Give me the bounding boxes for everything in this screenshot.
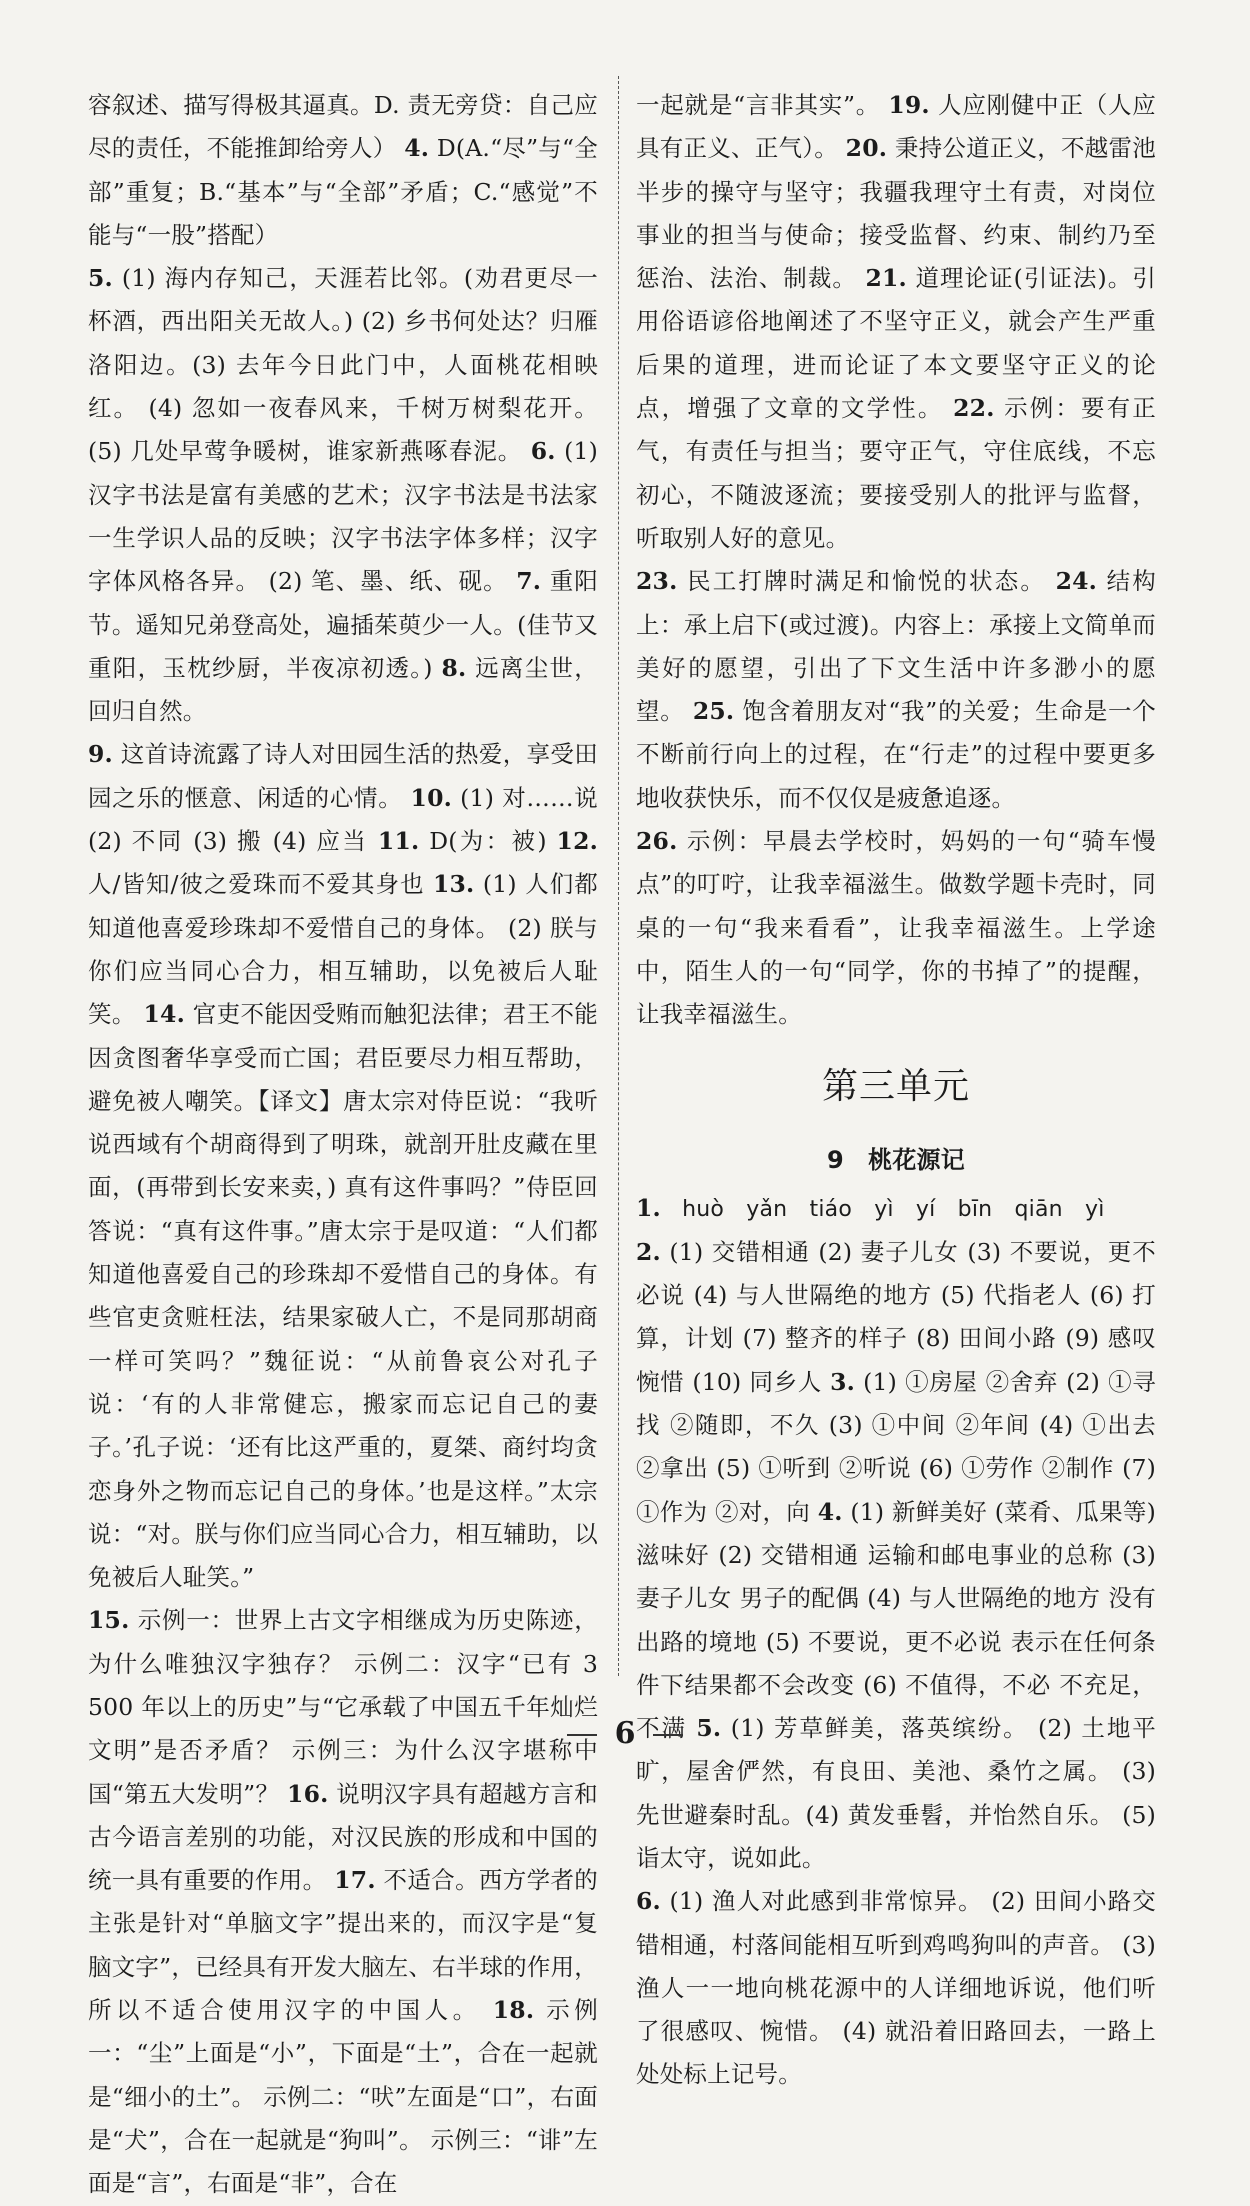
answer-number: 18. bbox=[492, 1996, 535, 2025]
answer-number: 23. bbox=[636, 567, 678, 596]
answer-number: 1. bbox=[636, 1193, 661, 1222]
answer-text: (1) 芳草鲜美，落英缤纷。 (2) 土地平旷，屋舍俨然，有良田、美池、桑竹之属。 (3) 先世避秦时乱。(4) 黄发垂髫，并怡然自乐。 (5) 诣太守，说如此。 bbox=[636, 1714, 1156, 1872]
answer-text: 一起就是“言非其实”。 bbox=[636, 91, 889, 119]
answer-number: 4. bbox=[817, 1497, 843, 1526]
answer-number: 25. bbox=[692, 697, 735, 726]
answer-text: (1) 汉字书法是富有美感的艺术；汉字书法是书法家一生学识人品的反映；汉字书法字体多样；汉字字体风格各异。 (2) 笔、墨、纸、砚。 bbox=[88, 437, 598, 596]
answer-number: 3. bbox=[830, 1367, 855, 1396]
answer-text: 道理论证(引证法)。引用俗语谚俗地阐述了不坚守正义，就会产生严重后果的道理，进而论证了本文要坚守正义的论点，增强了文章的文学性。 bbox=[636, 264, 1156, 423]
answer-number: 8. bbox=[441, 653, 467, 682]
answer-text: 官吏不能因受贿而触犯法律；君王不能因贪图奢华享受而亡国；君臣要尽力相互帮助，避免被人嘲笑。【译文】唐太宗对侍臣说：“我听说西域有个胡商得到了明珠，就剖开肚皮藏在里面，(再带到长安来卖，) 真有这件事吗？”侍臣回答说：“真有这件事。”唐太宗于是叹道：“人们都知道他喜爱自己的珍珠却不爱惜自己的身体。有些官吏贪赃枉法，结果家破人亡，不是同那胡商一样可笑吗？”魏征说：“从前鲁哀公对孔子说：‘有的人非常健忘，搬家而忘记自己的妻子。’孔子说：‘还有比这严重的，夏桀、商纣均贪恋身外之物而忘记自己的身体。’也是这样。”太宗说：“对。朕与你们应当同心合力，相互辅助，以免被后人耻笑。” bbox=[88, 1000, 598, 1592]
answer-block bbox=[88, 257, 598, 733]
answer-number: 17. bbox=[334, 1866, 376, 1895]
answer-number: 6. bbox=[636, 1887, 661, 1916]
answer-text: (1) ①房屋 ②舍弃 (2) ①寻找 ②随即，不久 (3) ①中间 ②年间 (4) ①出去 ②拿出 (5) ①听到 ②听说 (6) ①劳作 ②制作 (7) ①作为 ②对，向 bbox=[636, 1367, 1156, 1526]
pinyin-answer bbox=[636, 1187, 1156, 1231]
answer-text: (1) 交错相通 (2) 妻子儿女 (3) 不要说，更不必说 (4) 与人世隔绝的地方 (5) 代指老人 (6) 打算，计划 (7) 整齐的样子 (8) 田间小路 (9) 感叹惋惜 (10) 同乡人 bbox=[636, 1237, 1156, 1396]
answer-block bbox=[636, 1231, 1156, 1880]
answer-number: 19. bbox=[888, 91, 930, 119]
answer-text: 人/皆知/彼之爱珠而不爱其身也 bbox=[88, 870, 433, 899]
unit-title: 第三单元 bbox=[821, 1065, 970, 1107]
answer-text: 这首诗流露了诗人对田园生活的热爱，享受田园之乐的惬意、闲适的心情。 bbox=[88, 740, 598, 812]
answer-text: (1) 渔人对此感到非常惊异。 (2) 田间小路交错相通，村落间能相互听到鸡鸣狗叫的声音。 (3) 渔人一一地向桃花源中的人详细地诉说，他们听了很感叹、惋惜。 (4) 就沿着旧路回去，一路上处处标上记号。 bbox=[636, 1887, 1156, 2089]
answer-number: 5. bbox=[88, 264, 113, 293]
lesson-title: 9 桃花源记 bbox=[827, 1145, 965, 1174]
column-divider bbox=[618, 76, 620, 1676]
page-footer bbox=[0, 1716, 1250, 1751]
answer-number: 22. bbox=[953, 394, 995, 423]
answer-number: 16. bbox=[287, 1779, 329, 1808]
answer-text: 饱含着朋友对“我”的关爱；生命是一个不断前行向上的过程，在“行走”的过程中要更多地收获快乐，而不仅仅是疲惫追逐。 bbox=[636, 697, 1156, 812]
answer-number: 9. bbox=[88, 740, 113, 769]
answer-block bbox=[88, 733, 598, 1599]
answer-block bbox=[636, 84, 1156, 560]
answer-text: 示例：早晨去学校时，妈妈的一句“骑车慢点”的叮咛，让我幸福滋生。做数学题卡壳时，同桌的一句“我来看看”，让我幸福滋生。上学途中，陌生人的一句“同学，你的书掉了”的提醒，让我幸福滋生。 bbox=[636, 827, 1156, 1029]
answer-block bbox=[88, 84, 598, 257]
answer-text: 示例一：世界上古文字相继成为历史陈迹，为什么唯独汉字独存？ 示例二：汉字“已有 3 500 年以上的历史”与“它承载了中国五千年灿烂文明”是否矛盾？ 示例三：为什么汉字堪称中国“第五大发明”？ bbox=[88, 1606, 598, 1808]
answer-number: 6. bbox=[530, 437, 556, 466]
answer-text: 民工打牌时满足和愉悦的状态。 bbox=[677, 567, 1056, 596]
answer-text: (1) 对……说 (2) 不同 (3) 搬 (4) 应当 bbox=[88, 783, 598, 856]
answer-text: 示例：要有正气，有责任与担当；要守正气，守住底线，不忘初心，不随波逐流；要接受别人的批评与监督，听取别人好的意见。 bbox=[636, 394, 1156, 552]
answer-number: 10. bbox=[410, 783, 453, 812]
answer-block bbox=[636, 560, 1156, 820]
answer-number: 20. bbox=[845, 134, 888, 163]
answer-number: 26. bbox=[636, 827, 678, 856]
answer-block bbox=[636, 1880, 1156, 2096]
answer-text: (1) 人们都知道他喜爱珍珠却不爱惜自己的身体。 (2) 朕与你们应当同心合力，相互辅助，以免被后人耻笑。 bbox=[88, 870, 598, 1029]
answer-number: 14. bbox=[143, 1000, 185, 1029]
right-column bbox=[636, 84, 1156, 2097]
answer-text: (1) 海内存知己，天涯若比邻。(劝君更尽一杯酒，西出阳关无故人。) (2) 乡书何处达？归雁洛阳边。(3) 去年今日此门中，人面桃花相映红。 (4) 忽如一夜春风来，千树万树梨花开。 (5) 几处早莺争暖树，谁家新燕啄春泥。 bbox=[88, 264, 598, 466]
page-number: 6 bbox=[614, 1716, 636, 1751]
answer-number: 7. bbox=[516, 567, 542, 596]
answer-number: 2. bbox=[636, 1237, 661, 1266]
answer-text: 秉持公道正义，不越雷池半步的操守与坚守；我疆我理守土有责，对岗位事业的担当与使命；接受监督、约束、制约乃至惩治、法治、制裁。 bbox=[636, 134, 1156, 293]
answer-number: 15. bbox=[88, 1606, 130, 1635]
answer-number: 5. bbox=[696, 1714, 722, 1743]
answer-text: (1) 新鲜美好 (菜肴、瓜果等)滋味好 (2) 交错相通 运输和邮电事业的总称 (3) 妻子儿女 男子的配偶 (4) 与人世隔绝的地方 没有出路的境地 (5) 不要说，更不必说 表示在任何条件下结果都不会改变 (6) 不值得，不必 不充足，不满 bbox=[636, 1497, 1156, 1743]
answer-text: 重阳节。遥知兄弟登高处，遍插茱萸少一人。(佳节又重阳，玉枕纱厨，半夜凉初透。) bbox=[88, 567, 598, 682]
answer-number: 13. bbox=[432, 870, 475, 899]
answer-text: 不适合。西方学者的主张是针对“单脑文字”提出来的，而汉字是“复脑文字”，已经具有开发大脑左、右半球的作用，所以不适合使用汉字的中国人。 bbox=[88, 1866, 598, 2025]
answer-number: 4. bbox=[404, 134, 430, 163]
answer-text: 容叙述、描写得极其逼真。D. 责无旁贷：自己应尽的责任，不能推卸给旁人） bbox=[88, 91, 598, 163]
footer-dash bbox=[567, 1734, 597, 1736]
footer-dash bbox=[653, 1734, 683, 1736]
answer-text: 示例一：“尘”上面是“小”，下面是“土”，合在一起就是“细小的土”。 示例二：“吠”左面是“口”，右面是“犬”，合在一起就是“狗叫”。 示例三：“诽”左面是“言”，右面是“非”，合在 bbox=[88, 1996, 598, 2198]
answer-number: 11. bbox=[377, 827, 420, 856]
answer-text: 结构上：承上启下(或过渡)。内容上：承接上文简单而美好的愿望，引出了下文生活中许多渺小的愿望。 bbox=[636, 567, 1157, 726]
pinyin-text: huò yǎn tiáo yì yí bīn qiān yì bbox=[660, 1196, 1105, 1222]
answer-text: 人应刚健中正（人应具有正义、正气）。 bbox=[636, 91, 1156, 163]
left-column bbox=[88, 84, 598, 2206]
answer-block bbox=[88, 1599, 598, 2205]
answer-text: D(为：被) bbox=[419, 827, 557, 856]
answer-block bbox=[636, 820, 1156, 1036]
answer-number: 12. bbox=[556, 827, 599, 856]
answer-number: 24. bbox=[1055, 567, 1098, 596]
answer-text: 说明汉字具有超越方言和古今语言差别的功能，对汉民族的形成和中国的统一具有重要的作用。 bbox=[88, 1779, 599, 1895]
answer-number: 21. bbox=[865, 264, 907, 293]
answer-text: 远离尘世，回归自然。 bbox=[88, 653, 598, 726]
answer-text: D(A.“尽”与“全部”重复；B.“基本”与“全部”矛盾；C.“感觉”不能与“一股”搭配） bbox=[88, 134, 598, 249]
